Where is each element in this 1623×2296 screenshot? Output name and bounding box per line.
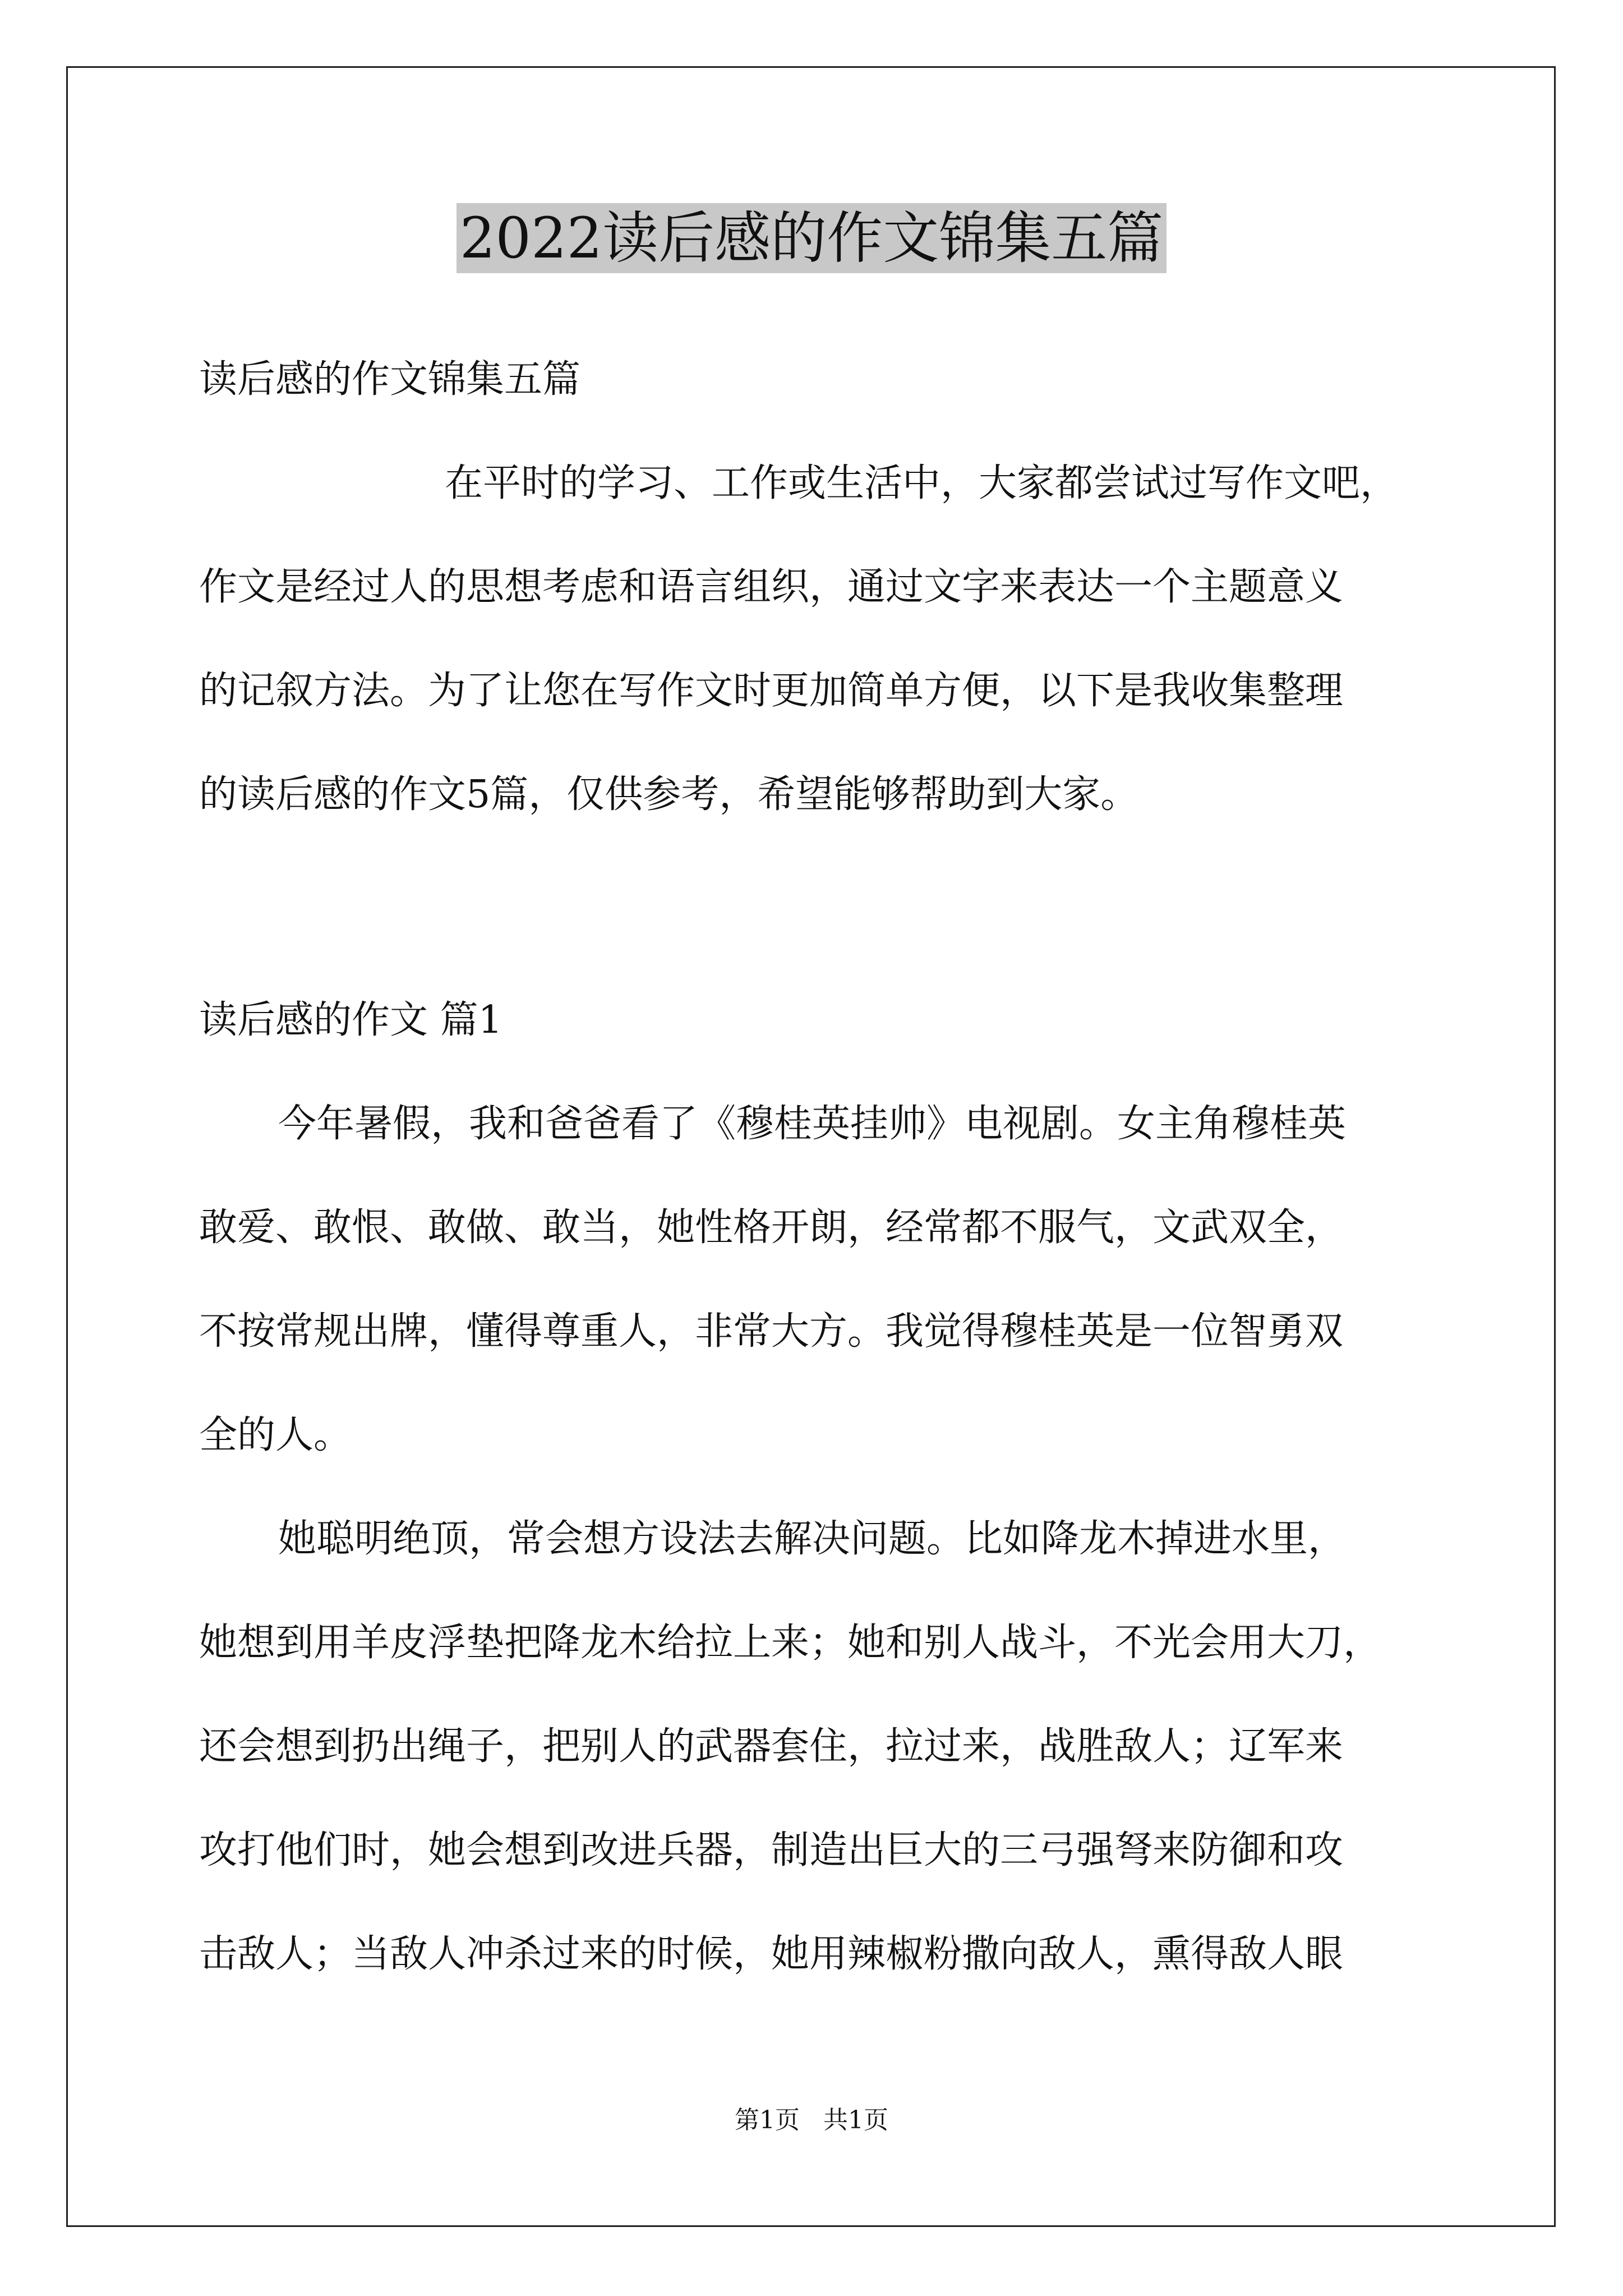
document-title-text: 2022读后感的作文锦集五篇 <box>457 203 1167 273</box>
para1-line-4: 全的人。 <box>199 1413 352 1457</box>
para2-line-4: 攻打他们时，她会想到改进兵器，制造出巨大的三弓强弩来防御和攻 <box>199 1828 1344 1872</box>
para2-line-2: 她想到用羊皮浮垫把降龙木给拉上来；她和别人战斗，不光会用大刀， <box>199 1621 1382 1665</box>
intro-line-1: 在平时的学习、工作或生活中，大家都尝试过写作文吧， <box>445 461 1399 505</box>
intro-line-2: 作文是经过人的思想考虑和语言组织，通过文字来表达一个主题意义 <box>199 565 1344 609</box>
para2-line-3: 还会想到扔出绳子，把别人的武器套住，拉过来，战胜敌人；辽军来 <box>199 1724 1344 1769</box>
section-heading: 读后感的作文 篇1 <box>199 998 502 1042</box>
intro-line-3: 的记叙方法。为了让您在写作文时更加简单方便，以下是我收集整理 <box>199 669 1344 713</box>
document-subtitle: 读后感的作文锦集五篇 <box>199 357 581 402</box>
para1-line-1: 今年暑假，我和爸爸看了《穆桂英挂帅》电视剧。女主角穆桂英 <box>278 1102 1347 1146</box>
para2-line-5: 击敌人；当敌人冲杀过来的时候，她用辣椒粉撒向敌人，熏得敌人眼 <box>199 1932 1344 1976</box>
para1-line-3: 不按常规出牌，懂得尊重人，非常大方。我觉得穆桂英是一位智勇双 <box>199 1309 1344 1354</box>
document-title <box>0 199 1623 278</box>
page-footer: 第1页 共1页 <box>735 2106 888 2134</box>
para2-line-1: 她聪明绝顶，常会想方设法去解决问题。比如降龙木掉进水里， <box>278 1517 1347 1561</box>
para1-line-2: 敢爱、敢恨、敢做、敢当，她性格开朗，经常都不服气，文武双全， <box>199 1205 1344 1250</box>
intro-line-4: 的读后感的作文5篇，仅供参考，希望能够帮助到大家。 <box>199 772 1139 817</box>
